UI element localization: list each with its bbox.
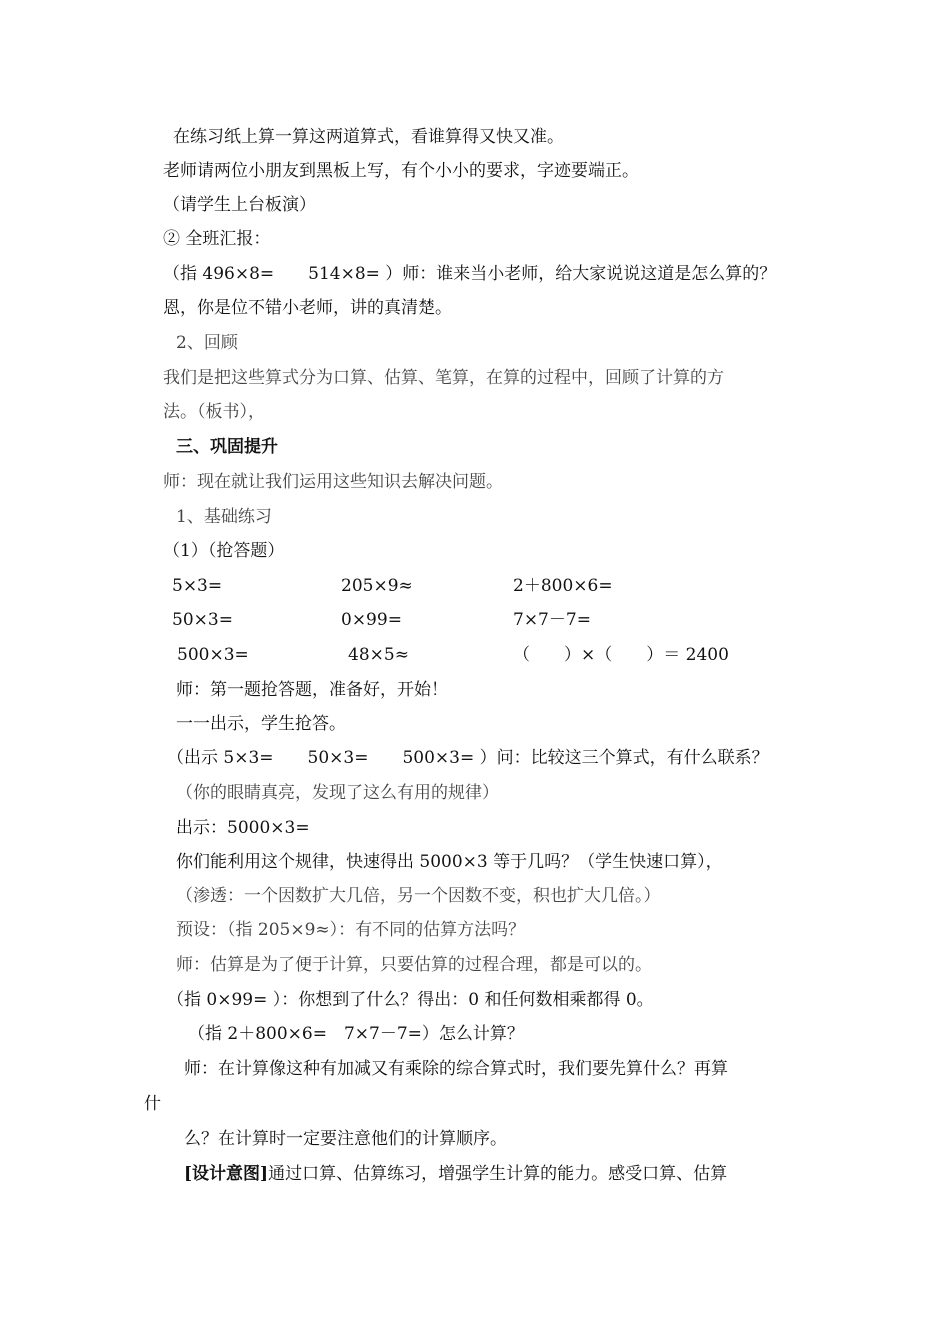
paragraph-line: 么？在计算时一定要注意他们的计算顺序。 bbox=[184, 1129, 507, 1149]
paragraph-line: （请学生上台板演） bbox=[163, 195, 316, 215]
paragraph-line: （指 2＋800×6= 7×7－7=）怎么计算？ bbox=[188, 1024, 524, 1044]
paragraph-line: 在练习纸上算一算这两道算式，看谁算得又快又准。 bbox=[173, 127, 564, 147]
exercise-item: （ ）×（ ）＝ 2400 bbox=[513, 645, 729, 665]
paragraph-line: 你们能利用这个规律，快速得出 5000×3 等于几吗？（学生快速口算）， bbox=[176, 852, 723, 872]
paragraph-line: 我们是把这些算式分为口算、估算、笔算，在算的过程中，回顾了计算的方 bbox=[163, 368, 724, 388]
paragraph-line: （出示 5×3= 50×3= 500×3= ）问：比较这三个算式，有什么联系？ bbox=[167, 748, 769, 768]
paragraph-line: 师：估算是为了便于计算，只要估算的过程合理，都是可以的。 bbox=[176, 955, 652, 975]
design-intent-text: 通过口算、估算练习，增强学生计算的能力。感受口算、估算 bbox=[268, 1164, 728, 1184]
exercise-item: 48×5≈ bbox=[348, 645, 409, 665]
exercise-item: 500×3= bbox=[177, 645, 249, 665]
paragraph-line: 师：第一题抢答题，准备好，开始！ bbox=[176, 680, 448, 700]
paragraph-line: 法。（板书）， bbox=[163, 402, 265, 422]
exercise-item: 50×3= bbox=[172, 610, 233, 630]
paragraph-line: ② 全班汇报： bbox=[163, 229, 271, 249]
subsection-heading: 1、基础练习 bbox=[176, 507, 272, 527]
paragraph-line: 老师请两位小朋友到黑板上写，有个小小的要求，字迹要端正。 bbox=[163, 161, 639, 181]
paragraph-line: 预设：（指 205×9≈）：有不同的估算方法吗？ bbox=[176, 920, 526, 940]
paragraph-line: 出示：5000×3= bbox=[176, 818, 310, 838]
paragraph-line: 师：现在就让我们运用这些知识去解决问题。 bbox=[163, 472, 503, 492]
paragraph-line: （渗透：一个因数扩大几倍，另一个因数不变，积也扩大几倍。） bbox=[176, 886, 661, 906]
paragraph-line: （指 496×8= 514×8= ）师：谁来当小老师，给大家说说这道是怎么算的？ bbox=[163, 264, 777, 284]
paragraph-line: （指 0×99= ）：你想到了什么？得出：0 和任何数相乘都得 0。 bbox=[167, 990, 654, 1010]
exercise-item: 0×99= bbox=[341, 610, 402, 630]
paragraph-line: 师：在计算像这种有加减又有乘除的综合算式时，我们要先算什么？再算 bbox=[184, 1059, 728, 1079]
design-intent-label: [设计意图] bbox=[184, 1164, 269, 1184]
paragraph-line: 恩，你是位不错小老师，讲的真清楚。 bbox=[163, 298, 452, 318]
design-intent-line bbox=[184, 1163, 727, 1185]
exercise-item: 5×3= bbox=[172, 576, 223, 596]
exercise-item: 205×9≈ bbox=[341, 576, 413, 596]
section-heading: 2、回顾 bbox=[176, 333, 238, 353]
exercise-item: 2＋800×6= bbox=[513, 576, 613, 596]
paragraph-line: （你的眼睛真亮，发现了这么有用的规律） bbox=[176, 783, 499, 803]
exercise-title: （1）（抢答题） bbox=[163, 541, 285, 561]
paragraph-line: 什 bbox=[144, 1094, 161, 1114]
section-heading: 三、巩固提升 bbox=[176, 437, 278, 457]
exercise-item: 7×7－7= bbox=[513, 610, 591, 630]
paragraph-line: 一一出示，学生抢答。 bbox=[176, 714, 346, 734]
